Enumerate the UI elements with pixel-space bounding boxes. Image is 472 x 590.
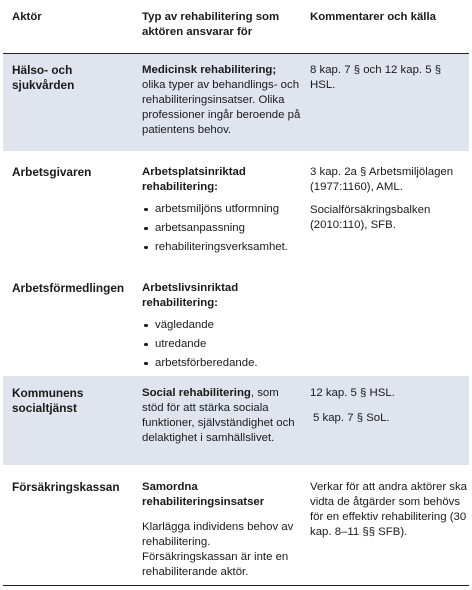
header-row [3, 0, 469, 53]
table-row [3, 375, 469, 465]
list-item: arbetsmiljöns utformning [142, 202, 301, 217]
rehab-type-title: Samordna rehabiliteringsinsatser [142, 480, 265, 508]
actor-cell: Kommunens socialtjänst [3, 375, 133, 465]
rehab-type-list [142, 202, 301, 255]
list-item: arbetsanpassning [142, 221, 301, 236]
comment-cell [301, 465, 469, 585]
table-row [3, 53, 469, 151]
header-comments: Kommentarer och källa [301, 0, 469, 53]
rehab-type-text: , som stöd för att stärka sociala funktioner, självständighet och delaktighet i samhällslivet. [142, 386, 295, 444]
comment-cell [301, 151, 469, 268]
list-item: utredande [142, 337, 301, 352]
comment-cell [301, 53, 469, 151]
rehab-type-cell [133, 53, 301, 151]
rehab-type-cell [133, 465, 301, 585]
table-row [3, 268, 469, 375]
actor-cell: Arbetsgivaren [3, 151, 133, 268]
comment-text: Verkar för att andra aktörer ska vidta de åtgärder som behövs för en effektiv rehabilitering (30 kap. 8–11 §§ SFB). [310, 480, 468, 538]
actor-cell: Arbetsförmedlingen [3, 268, 133, 375]
rehab-type-title: Social rehabilitering [142, 386, 251, 399]
list-item: vägledande [142, 318, 301, 333]
comment-text: 12 kap. 5 § HSL. [310, 386, 395, 399]
header-actor: Aktör [3, 0, 133, 53]
comment-text: 8 kap. 7 § och 12 kap. 5 § HSL. [310, 63, 442, 91]
comment-cell [301, 375, 469, 465]
list-item: rehabiliteringsverksamhet. [142, 240, 301, 255]
rehab-type-text: olika typer av behandlings- och rehabiliteringsinsatser. Olika professioner ingår beroende på patientens behov. [142, 78, 301, 136]
rehab-type-cell [133, 151, 301, 268]
comment-cell [301, 268, 469, 375]
comment-text: 3 kap. 2a § Arbetsmiljölagen (1977:1160), AML. [310, 165, 454, 193]
table-row [3, 465, 469, 585]
rehab-type-cell [133, 375, 301, 465]
comment-text: 5 kap. 7 § SoL. [313, 411, 390, 424]
rehab-type-title: Arbetslivsinriktad rehabilitering: [142, 281, 239, 309]
comment-text: Socialförsäkringsbalken (2010:110), SFB. [310, 203, 431, 231]
list-item: arbetsförberedande. [142, 356, 301, 371]
rehab-type-title: Arbetsplatsinriktad rehabilitering: [142, 165, 246, 193]
table-row [3, 151, 469, 268]
rehab-type-list [142, 318, 301, 371]
rehab-type-title: Medicinsk rehabilitering; [142, 63, 277, 76]
rehab-type-cell [133, 268, 301, 375]
rehab-type-text: Klarlägga individens behov av rehabilitering. Försäkringskassan är inte en rehabiliterande aktör. [142, 520, 294, 578]
rehabilitation-actors-table [3, 0, 469, 586]
header-rehab-type: Typ av rehabilitering som aktören ansvarar för [133, 0, 301, 53]
actor-cell: Hälso- och sjukvården [3, 53, 133, 151]
actor-cell: Försäkringskassan [3, 465, 133, 585]
